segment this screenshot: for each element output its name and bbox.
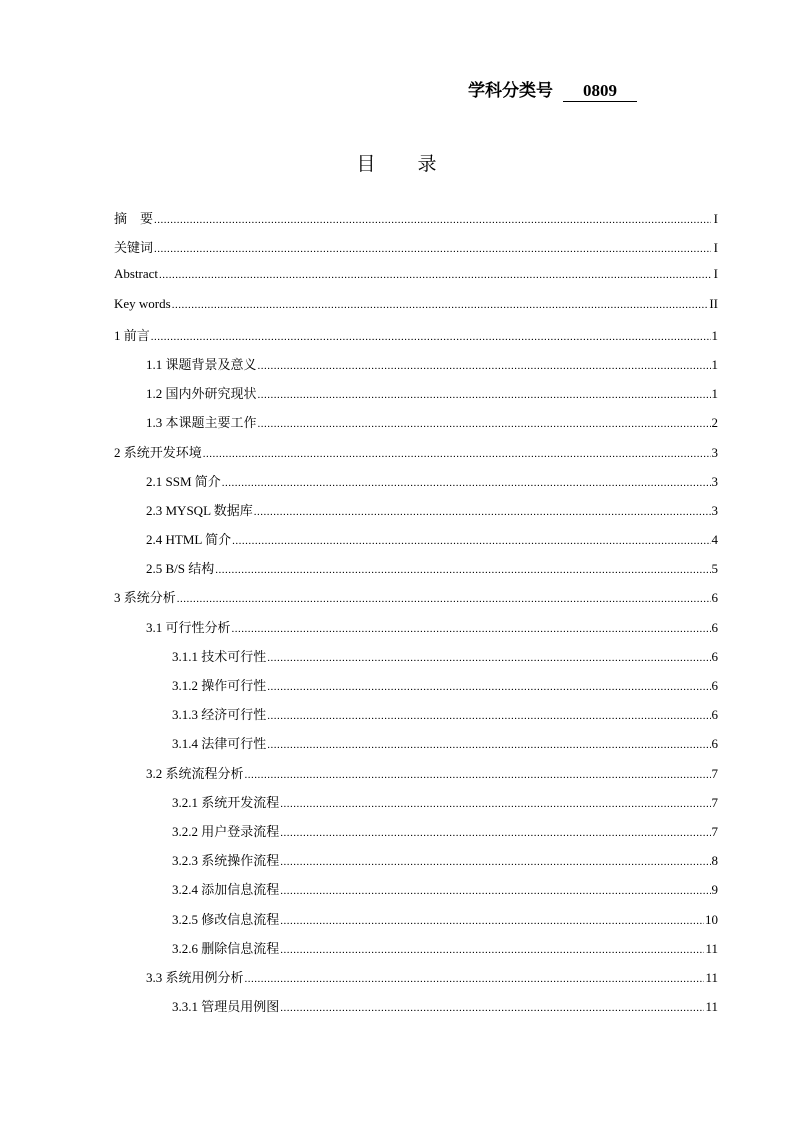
toc-entry-label: 3.3 系统用例分析	[146, 969, 244, 985]
toc-dot-leader	[267, 652, 710, 664]
toc-entry-label: Key words	[114, 295, 171, 311]
toc-dot-leader	[245, 973, 705, 985]
toc-dot-leader	[172, 299, 709, 311]
table-of-contents	[114, 208, 718, 1025]
toc-entry-page: 7	[711, 823, 718, 839]
toc-dot-leader	[267, 739, 710, 751]
toc-entry-label: 2.1 SSM 简介	[146, 473, 221, 489]
toc-dot-leader	[151, 331, 711, 343]
toc-entry-page: 3	[711, 502, 718, 518]
toc-entry-page: 10	[705, 911, 718, 927]
toc-entry[interactable]	[114, 704, 718, 733]
toc-entry-page: 3	[711, 473, 718, 489]
toc-entry-label: 3 系统分析	[114, 590, 176, 606]
toc-entry[interactable]	[114, 529, 718, 558]
toc-entry-page: 1	[711, 356, 718, 372]
toc-dot-leader	[177, 593, 711, 605]
toc-entry-label: 3.2.5 修改信息流程	[172, 911, 280, 927]
toc-dot-leader	[280, 885, 710, 897]
toc-entry[interactable]	[114, 558, 718, 587]
toc-dot-leader	[154, 214, 711, 226]
toc-entry-page: 6	[711, 678, 718, 693]
toc-entry[interactable]	[114, 879, 718, 908]
toc-entry-page: 11	[705, 999, 718, 1015]
toc-dot-leader	[280, 1002, 704, 1014]
toc-dot-leader	[258, 389, 711, 401]
toc-dot-leader	[258, 418, 711, 430]
toc-entry-label: 3.1.4 法律可行性	[172, 736, 267, 752]
toc-entry-label: 2 系统开发环境	[114, 444, 202, 460]
toc-dot-leader	[280, 944, 704, 956]
toc-entry[interactable]	[114, 500, 718, 529]
toc-entry-label: 3.1.2 操作可行性	[172, 678, 267, 693]
toc-entry[interactable]	[114, 996, 718, 1025]
toc-entry-page: 4	[711, 532, 718, 548]
toc-entry-page: I	[713, 211, 718, 226]
toc-entry[interactable]	[114, 471, 718, 500]
toc-entry-label: 3.2.2 用户登录流程	[172, 823, 280, 839]
toc-entry-label: 1 前言	[114, 327, 150, 343]
toc-entry[interactable]	[114, 296, 718, 325]
toc-entry-page: 6	[711, 619, 718, 635]
toc-entry[interactable]	[114, 587, 718, 616]
toc-entry-page: 11	[705, 969, 718, 985]
toc-entry-label: 3.1.1 技术可行性	[172, 648, 267, 664]
toc-entry-page: 7	[711, 794, 718, 810]
toc-entry-label: 3.2.4 添加信息流程	[172, 882, 280, 898]
toc-entry-label: 3.1 可行性分析	[146, 619, 231, 635]
toc-entry-page: 7	[711, 765, 718, 781]
toc-entry-label: 3.3.1 管理员用例图	[172, 999, 280, 1015]
toc-dot-leader	[258, 360, 711, 372]
subject-classification	[468, 76, 637, 102]
toc-entry-page: I	[713, 240, 718, 256]
toc-dot-leader	[280, 915, 704, 927]
toc-dot-leader	[222, 477, 711, 489]
toc-entry[interactable]	[114, 617, 718, 646]
toc-entry[interactable]	[114, 383, 718, 412]
toc-entry-page: I	[713, 266, 718, 282]
toc-entry-page: 5	[711, 561, 718, 577]
toc-entry[interactable]	[114, 821, 718, 850]
toc-dot-leader	[154, 243, 711, 255]
toc-entry[interactable]	[114, 266, 718, 295]
toc-entry-label: 关键词	[114, 240, 154, 256]
toc-entry-label: 1.3 本课题主要工作	[146, 415, 257, 431]
toc-entry-page: 1	[711, 386, 718, 402]
toc-entry-page: 6	[711, 648, 718, 664]
toc-dot-leader	[215, 564, 710, 576]
toc-entry-label: 3.2.1 系统开发流程	[172, 794, 280, 810]
toc-entry[interactable]	[114, 850, 718, 879]
toc-entry[interactable]	[114, 325, 718, 354]
toc-entry[interactable]	[114, 412, 718, 441]
toc-entry[interactable]	[114, 646, 718, 675]
toc-entry-label: 1.1 课题背景及意义	[146, 356, 257, 372]
toc-dot-leader	[254, 506, 711, 518]
toc-entry[interactable]	[114, 675, 718, 704]
toc-entry-page: 1	[711, 327, 718, 343]
toc-dot-leader	[280, 856, 710, 868]
toc-entry[interactable]	[114, 442, 718, 471]
toc-entry[interactable]	[114, 763, 718, 792]
classification-code: 0809	[563, 81, 637, 102]
toc-entry[interactable]	[114, 208, 718, 237]
toc-title: 目 录	[356, 153, 455, 175]
toc-entry[interactable]	[114, 967, 718, 996]
toc-entry-label: 3.2 系统流程分析	[146, 765, 244, 781]
toc-entry-page: 11	[705, 940, 718, 956]
toc-dot-leader	[280, 798, 710, 810]
toc-entry[interactable]	[114, 792, 718, 821]
toc-dot-leader	[159, 269, 711, 281]
toc-entry-page: 2	[711, 415, 718, 431]
toc-entry-label: 1.2 国内外研究现状	[146, 386, 257, 402]
toc-entry-label: 3.2.3 系统操作流程	[172, 853, 280, 869]
toc-entry-page: 8	[711, 853, 718, 869]
toc-entry-page: 3	[711, 444, 718, 460]
toc-entry-page: II	[709, 295, 718, 311]
toc-dot-leader	[203, 448, 711, 460]
toc-dot-leader	[267, 710, 710, 722]
toc-entry[interactable]	[114, 938, 718, 967]
toc-dot-leader	[280, 827, 710, 839]
toc-entry-label: 2.5 B/S 结构	[146, 561, 215, 577]
toc-entry-label: 3.2.6 删除信息流程	[172, 940, 280, 956]
toc-entry[interactable]	[114, 909, 718, 938]
toc-entry-page: 9	[711, 882, 718, 898]
toc-entry-page: 6	[711, 590, 718, 606]
toc-entry-label: 2.3 MYSQL 数据库	[146, 502, 253, 518]
toc-dot-leader	[245, 769, 711, 781]
toc-dot-leader	[267, 681, 710, 693]
toc-entry[interactable]	[114, 354, 718, 383]
toc-entry[interactable]	[114, 733, 718, 762]
toc-entry-page: 6	[711, 707, 718, 723]
toc-entry-label: 2.4 HTML 简介	[146, 532, 232, 548]
toc-entry[interactable]	[114, 237, 718, 266]
toc-dot-leader	[232, 623, 711, 635]
toc-dot-leader	[232, 535, 710, 547]
toc-entry-label: Abstract	[114, 266, 159, 282]
toc-entry-label: 3.1.3 经济可行性	[172, 707, 267, 723]
toc-entry-label: 摘 要	[114, 211, 154, 226]
toc-entry-page: 6	[711, 736, 718, 752]
classification-label: 学科分类号	[468, 81, 553, 101]
